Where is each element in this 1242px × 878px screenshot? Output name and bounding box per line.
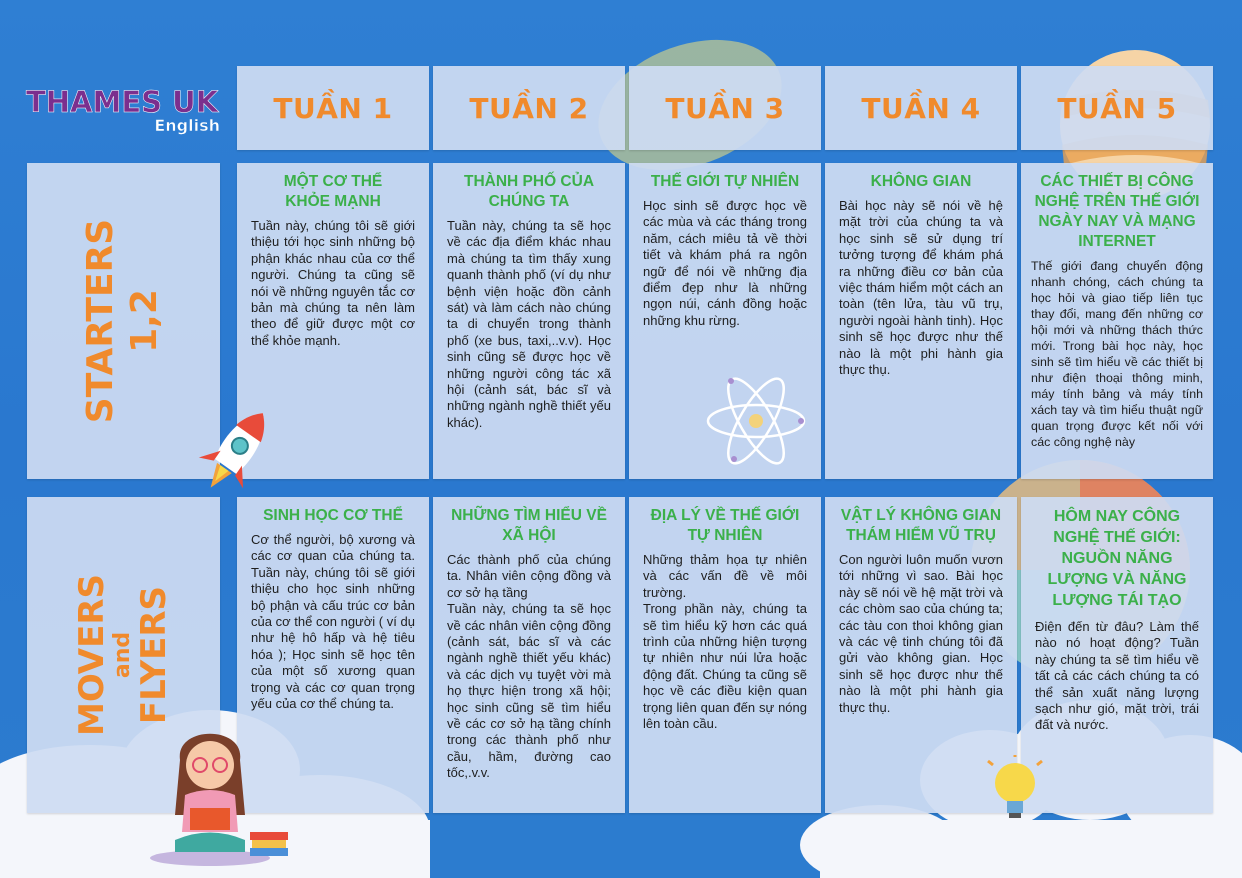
row-label-line: and: [110, 631, 136, 679]
lesson-card-starters-week-4: [825, 163, 1017, 479]
lesson-title: THÀNH PHỐ CỦA CHÚNG TA: [463, 173, 595, 210]
lesson-title: CÁC THIẾT BỊ CÔNG NGHỆ TRÊN THẾ GIỚI NGÀY NAY VÀ MẠNG INTERNET: [1034, 173, 1200, 250]
lesson-title: MỘT CƠ THỂ KHỎE MẠNH: [283, 173, 383, 210]
lesson-title: SINH HỌC CƠ THỂ: [263, 507, 403, 524]
thames-uk-logo[interactable]: [26, 86, 226, 146]
week-header-2: [433, 66, 625, 150]
lesson-title: KHÔNG GIAN: [870, 173, 972, 190]
lesson-card-movers-week-2: [433, 497, 625, 813]
lesson-description: Những thảm họa tự nhiên và các vấn đề về môi trường. Trong phần này, chúng ta sẽ tìm hiểu kỹ hơn các quá trình của những hiện tượng tự nhiên như núi lửa hoặc động đất. Chúng ta cũng sẽ học về các điều kiện quan trọng liên quan đến sự nóng lên toàn cầu.: [643, 552, 807, 732]
logo-subtext: English: [154, 116, 220, 135]
lesson-card-starters-week-2: [433, 163, 625, 479]
lesson-card-starters-week-3: [629, 163, 821, 479]
lesson-card-movers-week-3: [629, 497, 821, 813]
rocket-icon: [192, 400, 282, 500]
lesson-description: Học sinh sẽ được học về các mùa và các tháng trong năm, cách miêu tả về thời tiết và khám phá ra ngôn ngữ để nói về những địa điểm đẹp như là những ngọn núi, cánh đồng hoặc những khu rừng.: [643, 198, 807, 328]
lesson-description: Điện đến từ đâu? Làm thế nào nó hoạt động? Tuần này chúng ta sẽ tìm hiểu về tất cả các cách chúng ta có thể sản xuất năng lượng sạch như gió, mặt trời, trái đất và nước.: [1035, 619, 1199, 733]
lesson-description: Tuần này, chúng ta sẽ học về các địa điểm khác nhau mà chúng ta tìm thấy xung quanh thành phố (ví dụ như bệnh viện hoặc đồn cảnh sát) và làm cách nào chúng ta di chuyển trong thành phố (xe bus, taxi,..v.v). Học sinh cũng sẽ được học về những người công tác xã hội (cảnh sát, bác sĩ và những ngành nghề thiết yếu khác).: [447, 218, 611, 430]
lightbulb-icon: [985, 755, 1045, 835]
week-header-1: [237, 66, 429, 150]
lesson-card-starters-week-5: [1021, 163, 1213, 479]
lesson-description: Tuần này, chúng tôi sẽ giới thiệu tới học sinh những bộ phận khác nhau của cơ thể người. Chúng ta cũng sẽ nói về những nguyên tắc cơ bản mà chúng ta nên làm theo để giữ được một cơ thể khỏe mạnh.: [251, 218, 415, 348]
week-label: TUẦN 1: [273, 91, 393, 125]
lesson-description: Cơ thể người, bộ xương và các cơ quan của chúng ta. Tuần này, chúng tôi sẽ giới thiệu cho học sinh những bộ phận và cấu trúc cơ bản của cơ thể con người ( ví dụ như hệ hô hấp và hệ tiêu hóa ); Học sinh sẽ học tên của một số xương quan trọng và các cơ quan trọng yếu của cơ thể chúng ta.: [251, 532, 415, 712]
lesson-description: Thế giới đang chuyển động nhanh chóng, cách chúng ta học hỏi và giao tiếp liên tục thay đổi, mang đến những cơ hội mới và những thách thức mới. Trong bài học này, học sinh sẽ tìm hiểu về các thiết bị như điện thoại thông minh, máy tính bảng và máy tính xách tay và tìm hiểu thuật ngữ quan trọng được kết nối với các công nghệ này: [1031, 259, 1203, 449]
week-label: TUẦN 5: [1057, 91, 1177, 125]
week-header-5: [1021, 66, 1213, 150]
logo-text: THAMES UK: [26, 85, 219, 119]
week-header-3: [629, 66, 821, 150]
row-label-line: FLYERS: [134, 585, 175, 725]
lesson-title: NHỮNG TÌM HIỂU VỀ XÃ HỘI: [451, 507, 607, 544]
week-label: TUẦN 4: [861, 91, 981, 125]
lesson-description: Các thành phố của chúng ta. Nhân viên cộng đồng và cơ sở hạ tầng Tuần này, chúng ta sẽ học về các nhân viên cộng đồng (cảnh sát, bác sĩ và các ngành nghề thiết yếu khác) và các dịch vụ tuyệt vời mà họ thực hiện trong xã hội; học sinh cũng sẽ tìm hiểu về các cơ sở hạ tầng chính trong các thành phố như cầu, hầm, đường cao tốc,.v.v.: [447, 552, 611, 781]
week-label: TUẦN 2: [469, 91, 589, 125]
atom-icon: [701, 371, 811, 471]
reading-girl-icon: [150, 720, 300, 870]
lesson-title: ĐỊA LÝ VỀ THẾ GIỚI TỰ NHIÊN: [650, 507, 800, 544]
week-header-4: [825, 66, 1017, 150]
lesson-title: HÔM NAY CÔNG NGHỆ THẾ GIỚI: NGUỒN NĂNG LƯỢNG VÀ NĂNG LƯỢNG TÁI TẠO: [1047, 508, 1187, 609]
row-label-line: STARTERS: [80, 218, 122, 424]
week-label: TUẦN 3: [665, 91, 785, 125]
lesson-card-movers-week-5: [1021, 497, 1213, 813]
lesson-description: Bài học này sẽ nói về hệ mặt trời của chúng ta và học sinh sẽ sử dụng trí tưởng tượng để khám phá ra những điều cơ bản của việc thám hiểm một cách an toàn (tên lửa, tàu vũ trụ, người ngoài hành tinh). Học sinh sẽ học được như thế nào là một phi hành gia thực thụ.: [839, 198, 1003, 378]
row-label-line: MOVERS: [72, 573, 113, 737]
lesson-title: VẬT LÝ KHÔNG GIAN THÁM HIỂM VŨ TRỤ: [840, 507, 1002, 544]
lesson-title: THẾ GIỚI TỰ NHIÊN: [650, 173, 800, 190]
row-label-line: 1,2: [124, 289, 166, 353]
lesson-description: Con người luôn muốn vươn tới những vì sao. Bài học này sẽ nói về hệ mặt trời và các chòm sao của chúng ta; các tàu con thoi không gian và các vệ tinh chúng tôi đã gửi vào không gian. Học sinh sẽ học được như thế nào là một phi hành gia thực thụ.: [839, 552, 1003, 715]
